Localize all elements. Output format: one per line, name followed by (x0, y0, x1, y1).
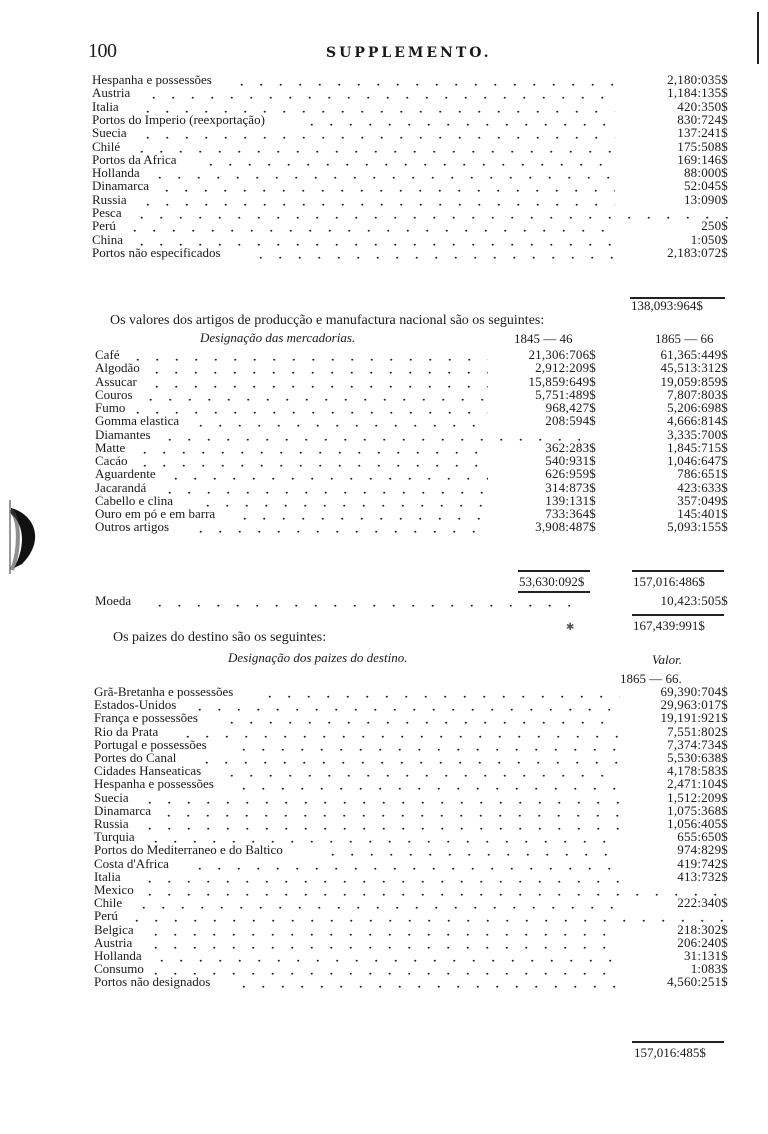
leader-dots (152, 952, 620, 962)
value-1865: 357:049$ (677, 493, 728, 508)
leader-dots (157, 183, 615, 193)
row-label: Jacarandá (95, 479, 147, 495)
leader-dots (150, 597, 580, 607)
row-value: 830:724$ (677, 112, 728, 127)
leader-dots (191, 417, 488, 427)
row-value: 69,390:704$ (660, 684, 728, 699)
row-label: Portos não designados (94, 974, 211, 990)
column-header-goods: Designação das mercadorias. (200, 330, 356, 345)
ink-blot: ✱ (566, 622, 575, 633)
row-label: Italia (92, 98, 119, 114)
row-label: Suecia (94, 789, 129, 805)
leader-dots (234, 781, 620, 791)
row-label: Mexico (94, 882, 134, 897)
leader-dots (138, 196, 615, 206)
row-value: 5,530:638$ (667, 750, 728, 765)
row-label: Hollanda (94, 948, 142, 963)
total-rule (632, 1041, 724, 1043)
row-label: Austria (92, 85, 131, 100)
row-value: 419:742$ (677, 855, 728, 871)
table-row (0, 441, 768, 454)
leader-dots (190, 860, 620, 870)
row-value: 7,551:802$ (667, 723, 728, 739)
table-row-moeda (0, 594, 768, 607)
value-1845: 2,912:209$ (535, 360, 596, 375)
row-label: Aguardente (95, 466, 156, 481)
leader-dots (147, 364, 488, 374)
subtotal-rule-2 (632, 570, 724, 572)
row-label: Matte (95, 440, 126, 455)
leader-dots (302, 116, 615, 126)
row-label: Cabello e clina (95, 493, 173, 508)
table-row (0, 791, 768, 804)
leader-dots (138, 103, 615, 113)
value-1845: 314:873$ (545, 479, 596, 495)
row-value: 1,075:368$ (667, 803, 728, 818)
value-1865: 5,206:698$ (667, 400, 728, 415)
table-row (0, 857, 768, 870)
row-value: 88:000$ (683, 165, 728, 180)
row-label: Estados-Unidos (94, 697, 177, 712)
leader-dots (125, 222, 615, 232)
row-value: 4,560:251$ (667, 974, 728, 990)
row-label: Belgica (94, 921, 134, 937)
table-row (0, 375, 768, 388)
leader-dots (234, 979, 620, 989)
row-label: Costa d'Africa (94, 855, 169, 871)
table-row (0, 100, 768, 113)
value-1845: 3,908:487$ (535, 519, 596, 534)
leader-dots (323, 847, 621, 857)
row-label: Perú (92, 218, 116, 233)
leader-dots (160, 484, 488, 494)
row-value: 19,191:921$ (660, 710, 728, 726)
page-number: 100 (88, 40, 117, 62)
leader-dots (128, 351, 488, 361)
row-label: Portos do Imperio (reexportação) (92, 112, 265, 127)
row-label: Cidades Hanseaticas (94, 763, 202, 778)
table-row (0, 778, 768, 791)
table-row (0, 388, 768, 401)
leader-dots (197, 754, 621, 764)
section3-total: 157,016:485$ (634, 1045, 706, 1060)
row-label: Moeda (95, 593, 132, 608)
row-label: Consumo (94, 961, 144, 976)
row-value: 218:302$ (677, 921, 728, 937)
row-value: 1:083$ (690, 961, 728, 976)
leader-dots (138, 129, 615, 139)
leader-dots (146, 965, 620, 975)
leader-dots (141, 391, 488, 401)
value-1865: 45,513:312$ (660, 360, 728, 375)
leader-dots (135, 457, 489, 467)
value-1865: 5,093:155$ (667, 519, 728, 534)
row-label: Suecia (92, 125, 127, 140)
value-1865: 1,845:715$ (667, 440, 728, 455)
table-row (0, 428, 768, 441)
table-row (0, 87, 768, 100)
value-header: Valor. (652, 652, 682, 667)
subtotal-rule-1 (518, 570, 590, 572)
row-label: Outros artigos (95, 519, 170, 534)
value-1865: 145:401$ (677, 506, 728, 521)
row-value: 169:146$ (677, 152, 728, 167)
row-label: Portos não especificados (92, 245, 221, 260)
row-label: Portes do Canal (94, 750, 177, 765)
row-value: 13:090$ (683, 192, 728, 207)
row-value: 4,178:583$ (667, 763, 728, 778)
row-value: 222:340$ (677, 895, 728, 910)
value-1845: 626:959$ (545, 466, 596, 481)
row-value: 7,374:734$ (667, 737, 728, 752)
subtotal-underline-1 (518, 591, 590, 593)
page-edge-rule (757, 12, 759, 64)
leader-dots (132, 236, 616, 246)
leader-dots (140, 873, 620, 883)
leader-dots (232, 76, 615, 86)
row-label: Russia (94, 816, 129, 831)
value-1865: 7,807:803$ (667, 387, 728, 402)
row-label: Hespanha e possessões (94, 776, 214, 792)
column-header-countries: Designação dos paizes do destino. (228, 650, 408, 665)
value-1865: 3,335:700$ (667, 426, 728, 442)
row-label: Chilé (92, 138, 121, 154)
row-value: 1:050$ (690, 231, 728, 247)
value-1865: 61,365:449$ (660, 347, 728, 362)
row-label: França e possessões (94, 710, 198, 726)
value-1845: 5,751:489$ (535, 387, 596, 402)
row-label: Russia (92, 192, 127, 207)
moeda-value: 10,423:505$ (660, 593, 728, 608)
value-1865: 423:633$ (677, 479, 728, 495)
leader-dots (132, 209, 729, 219)
value-1845: 733:364$ (545, 506, 596, 521)
table-row (0, 725, 768, 738)
value-1845: 540:931$ (545, 453, 596, 468)
table-row (0, 233, 768, 246)
section1-total: 138,093:964$ (631, 298, 703, 313)
leader-dots (198, 497, 489, 507)
row-value: 2,183:072$ (667, 245, 728, 260)
leader-dots (222, 715, 620, 725)
row-label: China (92, 231, 124, 247)
row-label: Rio da Prata (94, 723, 159, 739)
row-label: Portos do Mediterraneo e do Baltico (94, 842, 283, 858)
row-value: 413:732$ (677, 869, 728, 884)
leader-dots (146, 939, 620, 949)
grand-total-rule (632, 614, 724, 616)
row-label: Dinamarca (92, 178, 150, 194)
row-label: Fumo (95, 400, 126, 415)
leader-dots (234, 741, 620, 751)
row-label: Hespanha e possessões (92, 72, 212, 87)
row-label: Ouro em pó e em barra (95, 506, 216, 521)
table-row (0, 140, 768, 153)
row-label: Grã-Bretanha e possessões (94, 684, 234, 699)
row-label: Pesca (92, 205, 122, 220)
value-1845: 208:594$ (545, 413, 596, 428)
row-label: Turquia (94, 829, 135, 844)
section3-intro: Os paizes do destino são os seguintes: (113, 630, 327, 645)
row-value: 2,471:104$ (667, 776, 728, 792)
table-row (0, 481, 768, 494)
row-label: Italia (94, 869, 121, 884)
row-value: 2,180:035$ (667, 72, 728, 87)
leader-dots (150, 169, 615, 179)
leader-dots (134, 899, 621, 909)
row-value: 137:241$ (677, 125, 728, 140)
row-value: 206:240$ (677, 935, 728, 950)
row-value: 655:650$ (677, 829, 728, 844)
row-value: 52:045$ (683, 178, 728, 194)
leader-dots (178, 728, 620, 738)
subtotal-1845: 53,630:092$ (519, 574, 585, 589)
row-label: Assucar (95, 373, 137, 389)
row-label: Cacáo (95, 453, 128, 468)
table-row (0, 494, 768, 507)
row-label: Perú (94, 908, 118, 924)
table-row (0, 844, 768, 857)
table-row (0, 521, 768, 534)
row-value: 29,963:017$ (660, 697, 728, 712)
leader-dots (166, 470, 488, 480)
row-label: Hollanda (92, 165, 140, 180)
leader-dots (222, 767, 620, 777)
value-1845: 15,859:649$ (528, 373, 596, 389)
leader-dots (191, 523, 488, 533)
leader-dots (140, 820, 620, 830)
leader-dots (140, 886, 728, 896)
table-row (0, 220, 768, 233)
leader-dots (140, 794, 620, 804)
row-value: 1,056:405$ (667, 816, 728, 831)
leader-dots (144, 89, 615, 99)
table-row (0, 127, 768, 140)
leader-dots (147, 378, 488, 388)
row-value: 1,512:209$ (667, 789, 728, 805)
table-row (0, 362, 768, 375)
table-row (0, 180, 768, 193)
section2-intro: Os valores dos artigos de producção e manufactura nacional são os seguintes: (110, 313, 545, 328)
row-label: Algodão (95, 360, 140, 375)
year-header-1845: 1845 — 46 (514, 331, 573, 346)
leader-dots (128, 404, 488, 414)
leader-dots (160, 431, 580, 441)
leader-dots (201, 156, 615, 166)
leader-dots (146, 926, 620, 936)
value-1845: 968,427$ (545, 400, 596, 415)
row-label: Couros (95, 387, 133, 402)
value-1865: 4,666:814$ (667, 413, 728, 428)
leader-dots (190, 701, 620, 711)
table-row (0, 415, 768, 428)
leader-dots (132, 143, 616, 153)
row-value: 1,184:135$ (667, 85, 728, 100)
leader-dots (235, 510, 488, 520)
leader-dots (127, 913, 728, 923)
table-row (0, 923, 768, 936)
row-label: Diamantes (95, 426, 151, 442)
leader-dots (260, 688, 621, 698)
row-label: Chile (94, 895, 123, 910)
table-row (0, 246, 768, 259)
value-1865: 786:651$ (677, 466, 728, 481)
value-1845: 139:131$ (545, 493, 596, 508)
row-value: 31:131$ (683, 948, 728, 963)
row-value: 974:829$ (677, 842, 728, 858)
table-row (0, 468, 768, 481)
table-row (0, 976, 768, 989)
row-label: Café (95, 347, 120, 362)
page-header (88, 40, 730, 64)
table-row (0, 193, 768, 206)
row-value: 250$ (701, 218, 728, 233)
value-1865: 19,059:859$ (660, 373, 728, 389)
row-label: Dinamarca (94, 803, 152, 818)
table-row (0, 712, 768, 725)
row-value: 420:350$ (677, 98, 728, 114)
grand-total: 167,439:991$ (633, 618, 705, 633)
year-header-1865: 1865 — 66 (655, 331, 714, 346)
table-row (0, 910, 768, 923)
leader-dots (159, 807, 620, 817)
running-title: SUPPLEMENTO. (326, 45, 492, 61)
leader-dots (251, 249, 615, 259)
leader-dots (135, 444, 489, 454)
row-label: Portos da Africa (92, 152, 177, 167)
value-1845: 362:283$ (545, 440, 596, 455)
row-label: Portugal e possessões (94, 737, 207, 752)
row-label: Austria (94, 935, 133, 950)
value-1865: 1,046:647$ (667, 453, 728, 468)
row-value: 175:508$ (677, 138, 728, 154)
subtotal-1865: 157,016:486$ (633, 574, 705, 589)
value-1845: 21,306:706$ (528, 347, 596, 362)
year-header: 1865 — 66. (620, 671, 682, 686)
row-label: Gomma elastica (95, 413, 180, 428)
